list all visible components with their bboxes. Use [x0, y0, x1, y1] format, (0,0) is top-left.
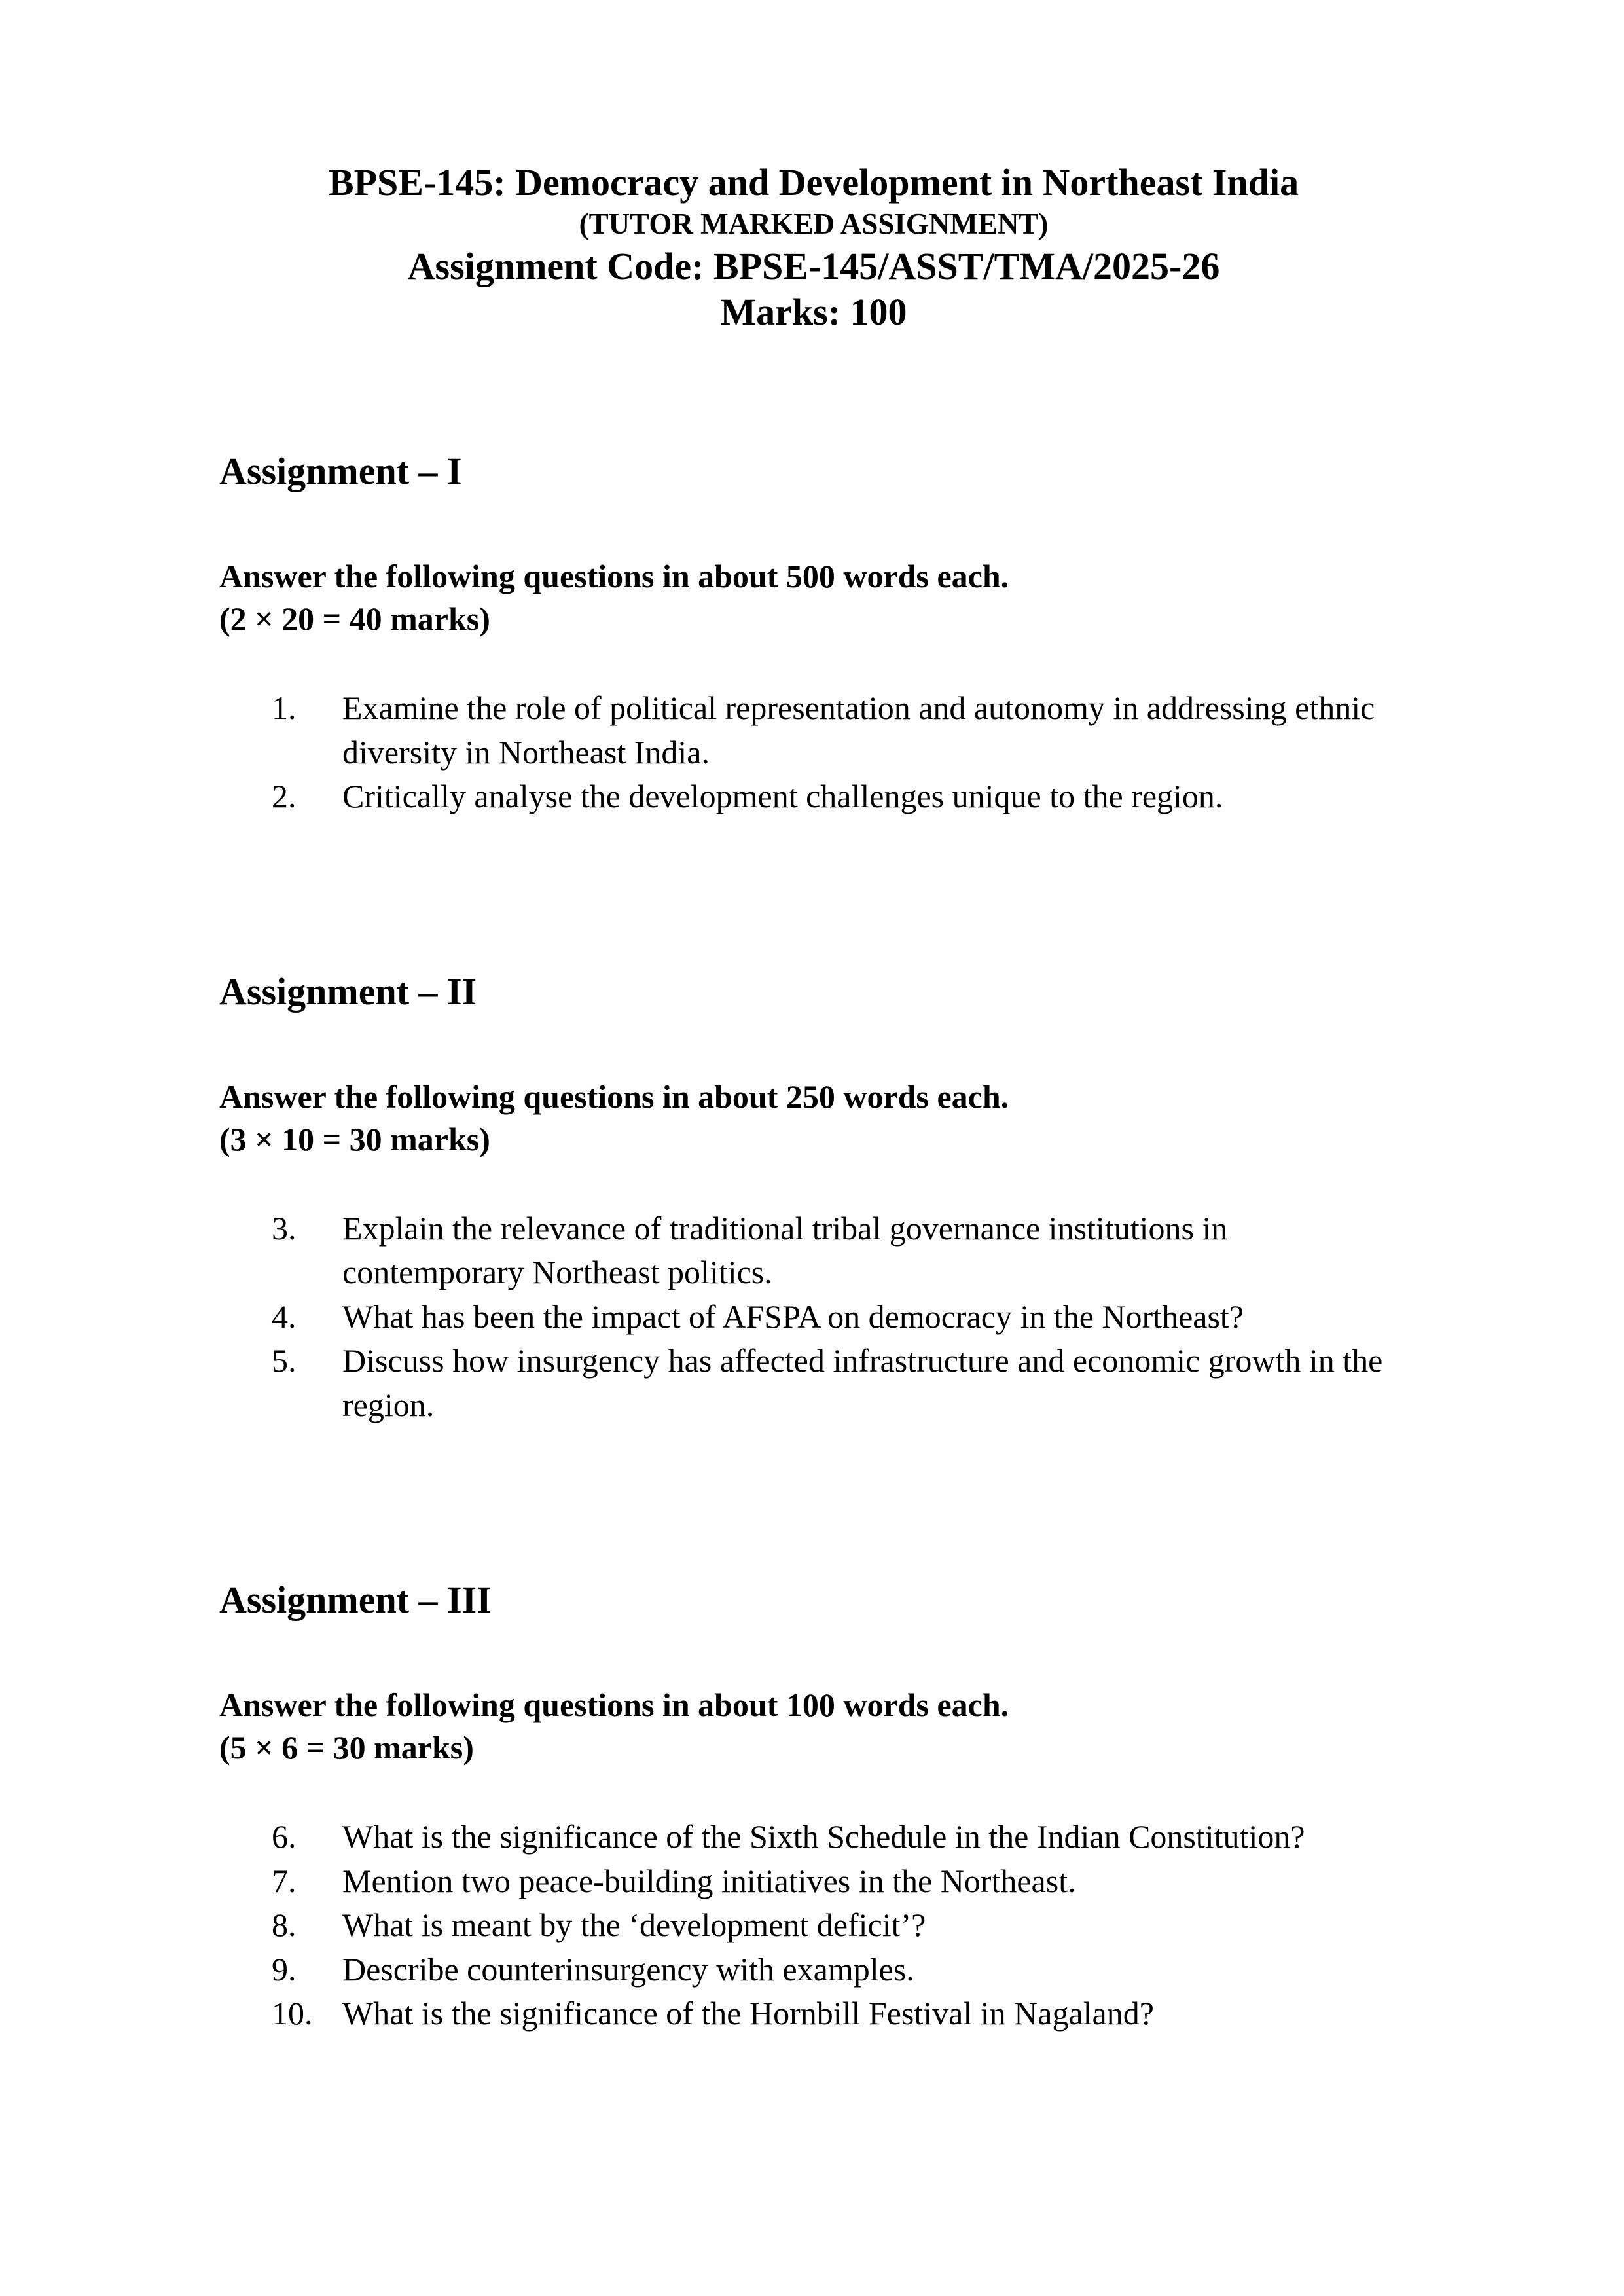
question-number: 4. [272, 1298, 297, 1335]
question-item [272, 1992, 1408, 2036]
question-item [272, 1948, 1408, 1992]
question-number: 5. [272, 1342, 297, 1379]
section-assignment-1 [219, 449, 1408, 819]
question-number: 9. [272, 1950, 297, 1988]
assignment-code: Assignment Code: BPSE-145/ASST/TMA/2025-26 [407, 244, 1220, 287]
question-item [272, 1903, 1408, 1948]
question-text: What has been the impact of AFSPA on democracy in the Northeast? [342, 1298, 1244, 1335]
question-item [272, 774, 1408, 819]
question-item [272, 686, 1408, 774]
document-subtitle: (TUTOR MARKED ASSIGNMENT) [579, 208, 1049, 241]
question-item [272, 1295, 1408, 1339]
question-text: Critically analyse the development challenges unique to the region. [342, 778, 1223, 815]
question-item [272, 1339, 1408, 1427]
marks-line: (3 × 10 = 30 marks) [219, 1120, 490, 1157]
section-assignment-3 [219, 1578, 1408, 2036]
question-list [219, 1815, 1408, 2036]
section-heading: Assignment – I [219, 450, 462, 493]
total-marks: Marks: 100 [720, 290, 907, 333]
question-text: What is meant by the ‘development deficit’? [342, 1906, 926, 1944]
question-item [272, 1207, 1408, 1295]
question-number: 8. [272, 1906, 297, 1944]
question-text: Mention two peace-building initiatives in the Northeast. [342, 1862, 1076, 1899]
question-number: 10. [272, 1995, 313, 2032]
marks-line: (2 × 20 = 40 marks) [219, 600, 490, 638]
question-number: 7. [272, 1862, 297, 1899]
question-number: 6. [272, 1818, 297, 1855]
question-text: Examine the role of political representation and autonomy in addressing ethnic diversity in Northeast India. [342, 689, 1375, 771]
marks-line: (5 × 6 = 30 marks) [219, 1729, 474, 1766]
section-instruction [219, 555, 1408, 640]
question-list [219, 686, 1408, 819]
instruction-line: Answer the following questions in about 500 words each. [219, 558, 1009, 595]
document-header [219, 160, 1408, 335]
document-title: BPSE-145: Democracy and Development in Northeast India [328, 161, 1299, 204]
question-text: Describe counterinsurgency with examples. [342, 1950, 914, 1988]
section-heading: Assignment – III [219, 1578, 492, 1622]
question-text: Discuss how insurgency has affected infrastructure and economic growth in the region. [342, 1342, 1383, 1423]
question-number: 2. [272, 778, 297, 815]
section-instruction [219, 1076, 1408, 1161]
instruction-line: Answer the following questions in about 250 words each. [219, 1078, 1009, 1115]
question-number: 1. [272, 689, 297, 727]
question-text: What is the significance of the Sixth Schedule in the Indian Constitution? [342, 1818, 1305, 1855]
question-text: What is the significance of the Hornbill Festival in Nagaland? [342, 1995, 1154, 2032]
question-list [219, 1207, 1408, 1428]
section-heading: Assignment – II [219, 970, 477, 1013]
question-item [272, 1859, 1408, 1904]
question-number: 3. [272, 1209, 297, 1247]
question-text: Explain the relevance of traditional tribal governance institutions in contemporary Northeast politics. [342, 1209, 1228, 1291]
section-assignment-2 [219, 970, 1408, 1428]
question-item [272, 1815, 1408, 1859]
section-instruction [219, 1684, 1408, 1769]
instruction-line: Answer the following questions in about 100 words each. [219, 1686, 1009, 1724]
